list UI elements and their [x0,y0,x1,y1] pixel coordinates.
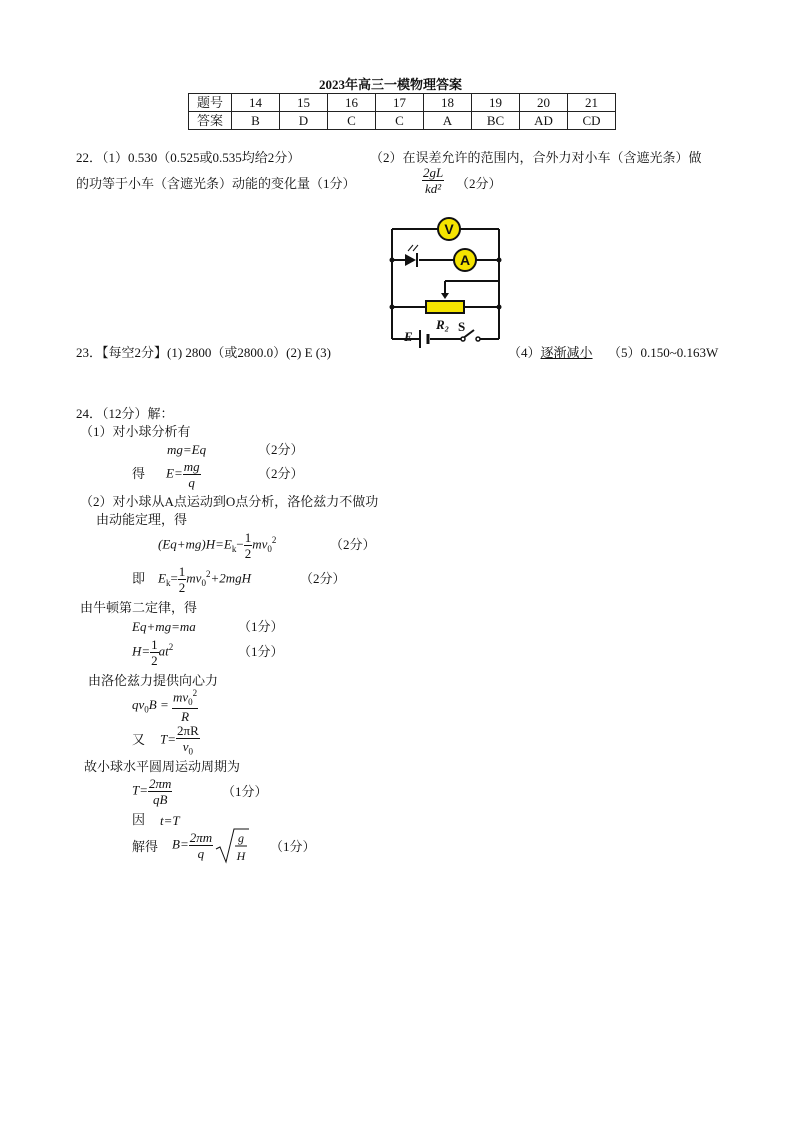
ji-label: 即 [132,571,146,586]
eq6 [132,638,173,667]
table-cell: C [328,112,376,130]
table-cell: D [280,112,328,130]
eq3-num: 1 [244,530,252,545]
eq7-num-sub: 0 [188,696,193,707]
rheostat-icon [426,301,464,313]
eq8-num: 2πR [177,723,199,738]
eq2-num: mg [183,459,200,474]
q22-line2: 的功等于小车（含遮光条）动能的变化量（1分） [76,176,356,191]
ammeter-icon [454,249,476,271]
eq9-left: T= [132,782,149,798]
q22-fraction [422,166,444,195]
table-cell: 16 [328,94,376,112]
table-row [189,94,616,112]
eq3-sub: k [231,544,237,555]
eq4-right: +2mgH [210,570,252,586]
eq3-left: (Eq+mg)H=E [158,536,232,552]
eq3-sub0: 0 [267,544,272,555]
eq10: t=T [160,813,180,828]
table-cell: 18 [424,94,472,112]
score: （2分） [330,537,376,552]
frac-numerator: 2gL [423,165,444,180]
voltmeter-label: V [444,221,454,237]
slider-arrow-icon [441,293,449,299]
eq6-left: H= [132,643,151,659]
eq4-num: 1 [178,564,186,579]
you-label: 又 [132,732,146,747]
eq3 [158,531,276,560]
eq4: $E_k=$ $\frac{1}{2}$ $mv_0^2+2mgH$ [158,564,252,595]
eq4-sub0: 0 [201,578,206,589]
eq11-num: 2πm [189,830,213,845]
eq2-left: E= [166,465,183,481]
eq8 [160,724,200,757]
switch-label: S [458,319,466,334]
sqrt-sign-icon [214,827,250,865]
sqrt-den: H [236,849,246,863]
eq3-den: 2 [244,546,252,561]
table-cell: 21 [568,94,616,112]
eq3-right: mv [252,536,268,552]
dongneng-label: 由动能定理，得 [96,512,188,527]
eq4-sup2: 2 [205,569,211,580]
frac-denominator: kd² [425,181,442,196]
table-cell: A [424,112,472,130]
eq11-left: B= [172,836,189,852]
niudun-label: 由牛顿第二定律，得 [80,600,198,615]
eq3-minus: − [236,536,244,552]
eq5: Eq+mg=ma [132,619,196,634]
ammeter-label: A [459,252,471,268]
table-cell: 19 [472,94,520,112]
eq6-num: 1 [151,637,158,652]
eq11-den: q [197,846,205,861]
voltmeter-icon [438,218,460,240]
eq4-den: 2 [178,580,186,595]
eq9 [132,777,172,806]
eq7-den: R [181,708,190,724]
eq2-den: q [188,475,195,490]
eq4-mv: mv [186,570,202,586]
score: （1分） [238,619,284,634]
jiede-label: 解得 [132,839,159,854]
switch-icon [461,337,480,341]
eq3-sup2: 2 [271,535,277,546]
q22-line1-part-a: 22．（1）0.530（0.525或0.535均给2分） [76,150,301,165]
eq1: mg=Eq [167,442,207,457]
q23-part5: （5）0.150~0.163W [608,345,719,360]
table-cell: AD [520,112,568,130]
table-cell: C [376,112,424,130]
eq8-den: v [182,739,189,754]
q24-part1: （1）对小球分析有 [80,424,191,439]
eq11 [172,831,213,860]
eq9-den: qB [152,792,168,807]
answer-table [188,93,616,130]
eq8-left: T= [160,731,177,747]
eq2 [166,460,201,489]
score: （2分） [300,571,346,586]
eq8-den-sub: 0 [188,746,194,757]
table-cell: 20 [520,94,568,112]
eq7-sub0: 0 [144,704,149,715]
page-title: 2023年高三一模物理答案 [319,77,463,92]
circuit-diagram [380,215,510,355]
luolun-label: 由洛伦兹力提供向心力 [88,673,219,688]
table-cell: B [232,112,280,130]
table-cell: 15 [280,94,328,112]
table-cell: 答案 [189,112,232,130]
score: （2分） [258,442,304,457]
score: （1分） [270,839,316,854]
eq4-sub: k [165,578,171,589]
eq7-num: mv [173,689,189,705]
eq6-sup2: 2 [168,642,174,653]
table-cell: 题号 [189,94,232,112]
eq4-left: E [158,570,166,586]
table-cell: 17 [376,94,424,112]
eq6-right: at [158,643,169,659]
score: （1分） [222,784,268,799]
eq7-num-sup: 2 [192,688,198,698]
yin-label: 因 [132,812,146,827]
table-cell: 14 [232,94,280,112]
led-icon [405,245,418,267]
battery-icon [420,330,428,348]
q23-left: 23．【每空2分】(1) 2800（或2800.0）(2) E (3) [76,345,331,360]
q23-part4-label: （4） [508,345,541,360]
q23-part4 [508,346,593,359]
table-cell: BC [472,112,520,130]
eq7-mid: B = [148,696,169,712]
gu-label: 故小球水平圆周运动周期为 [84,759,241,774]
score: （2分） [258,466,304,481]
sqrt-num: g [238,831,244,845]
q24-head: 24．（12分）解： [76,406,174,421]
eq9-num: 2πm [149,776,172,791]
eq6-den: 2 [151,653,158,668]
de-label: 得 [132,466,146,481]
rheostat-label: R₂ [436,317,450,332]
q22-line1-part-b: （2）在误差允许的范围内，合外力对小车（含遮光条）做 [370,150,702,165]
battery-label: E [404,329,413,344]
q22-score: （2分） [456,176,502,191]
eq7-left: qv [132,696,145,712]
table-row [189,112,616,130]
score: （1分） [238,644,284,659]
table-cell: CD [568,112,616,130]
q24-part2: （2）对小球从A点运动到O点分析，洛伦兹力不做功 [80,494,379,509]
q23-part4-answer: 逐渐减小 [540,345,593,360]
eq7 [132,689,198,723]
